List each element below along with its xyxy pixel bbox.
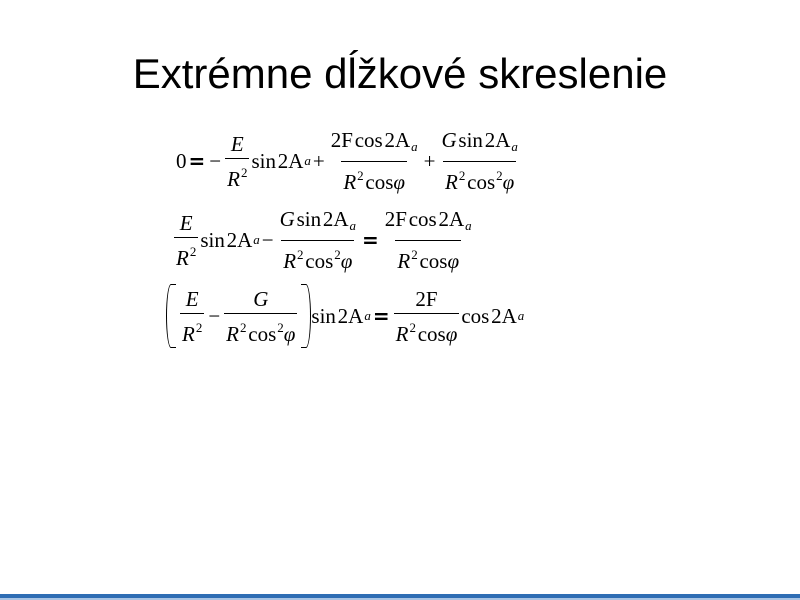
symbol-phi: φ [393,170,406,194]
minus-sign: − [261,227,274,252]
term-2a: 2A [438,207,465,231]
symbol-e: E [230,131,244,156]
equals-sign: = [362,228,379,252]
fraction-2f-cos [329,128,420,194]
term-2f: 2F [415,286,438,311]
term-2a: 2A [322,207,349,231]
exponent: 2 [409,319,416,335]
symbol-r: R [395,321,409,346]
slide-title: Extrémne dĺžkové skreslenie [132,50,668,97]
cos-function: cos [248,321,277,346]
plus-sign: + [423,148,436,173]
cos-function: cos [305,249,334,273]
fraction-e-over-r2 [225,132,249,191]
equation-2 [172,207,476,273]
term-2a: 2A [226,227,253,252]
term-2a: 2A [337,303,364,328]
symbol-g: G [279,207,295,231]
subscript-a: a [304,153,311,168]
fraction-2f-over-r2cos [394,287,460,346]
symbol-e: E [179,210,193,235]
exponent: 2 [195,319,203,335]
subscript-a: a [517,308,525,323]
exponent: 2 [189,243,197,259]
subscript-a: a [364,308,371,323]
subscript-a: a [349,218,357,233]
equation-3 [166,284,524,348]
exponent: 2 [357,168,364,183]
exponent: 2 [411,247,418,262]
fraction-e-over-r2 [180,287,204,346]
symbol-phi: φ [502,170,515,194]
left-parenthesis [166,284,176,348]
cos-function: cos [365,170,394,194]
term-2a: 2A [384,128,411,152]
term-2a: 2A [491,303,517,328]
term-2a: 2A [277,148,304,173]
cos-function: cos [461,303,490,328]
symbol-r: R [226,321,239,346]
term-2a: 2A [484,128,511,152]
exponent: 2 [334,247,341,262]
fraction-g-sin [439,128,519,194]
cos-function: cos [417,321,446,346]
symbol-r: R [343,170,357,194]
symbol-r: R [445,170,458,194]
symbol-g: G [253,286,269,311]
symbol-r: R [283,249,297,273]
zero: 0 [176,148,187,173]
sin-function: sin [458,128,483,152]
fraction-e-over-r2 [174,211,198,270]
plus-sign: + [312,148,325,173]
exponent: 2 [240,164,248,180]
sin-function: sin [251,148,276,173]
term-2f: 2F [384,207,407,231]
subscript-a: a [465,218,472,233]
symbol-e: E [185,286,199,311]
cos-function: cos [354,128,383,152]
subscript-a: a [511,139,518,154]
cos-function: cos [408,207,437,231]
exponent: 2 [458,168,466,183]
symbol-g: G [441,128,457,152]
equals-sign: = [188,149,206,173]
symbol-r: R [227,166,240,191]
exponent: 2 [496,168,503,183]
minus-sign: − [208,303,221,328]
symbol-r: R [176,245,189,270]
symbol-r: R [182,321,195,346]
equation-1 [176,128,522,194]
minus-sign: − [209,148,222,173]
symbol-r: R [397,249,411,273]
exponent: 2 [297,247,304,262]
fraction-g-sin [278,207,358,273]
term-2f: 2F [330,128,353,152]
cos-function: cos [467,170,496,194]
cos-function: cos [419,249,448,273]
sin-function: sin [296,207,322,231]
fraction-2f-cos [383,207,474,273]
equals-sign: = [372,304,390,328]
exponent: 2 [240,319,247,335]
subscript-a: a [411,139,418,154]
footer-accent-bar [0,594,800,598]
exponent: 2 [277,319,284,335]
sin-function: sin [200,227,225,252]
symbol-phi: φ [283,321,296,346]
fraction-g-over-r2cos2 [224,287,297,346]
subscript-a: a [253,232,260,247]
symbol-phi: φ [445,321,458,346]
sin-function: sin [311,303,336,328]
symbol-phi: φ [447,249,460,273]
right-parenthesis [301,284,311,348]
symbol-phi: φ [340,249,353,273]
